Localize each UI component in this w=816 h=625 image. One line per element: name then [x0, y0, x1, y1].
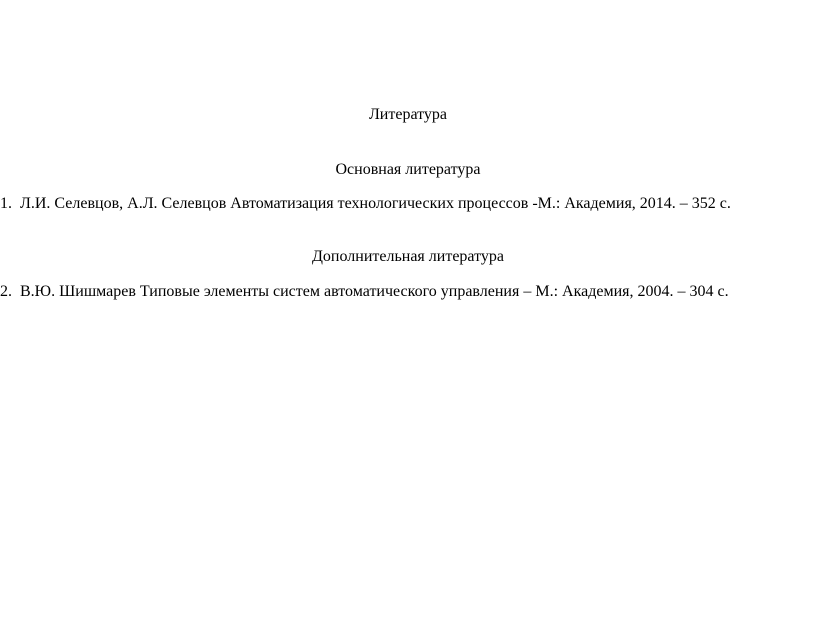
reference-number: 1.	[0, 195, 12, 212]
reference-text: Л.И. Селевцов, А.Л. Селевцов Автоматизация технологических процессов -М.: Академия, 2014. – 352 с.	[20, 195, 731, 212]
reference-item	[0, 282, 729, 302]
reference-number: 2.	[0, 283, 12, 300]
reference-text: В.Ю. Шишмарев Типовые элементы систем автоматического управления – М.: Академия, 2004. – 304 с.	[20, 283, 729, 300]
reference-item	[0, 194, 731, 214]
section-heading-main-literature: Основная литература	[335, 161, 481, 178]
document-title: Литература	[368, 106, 448, 123]
section-heading-additional-literature: Дополнительная литература	[312, 248, 504, 265]
